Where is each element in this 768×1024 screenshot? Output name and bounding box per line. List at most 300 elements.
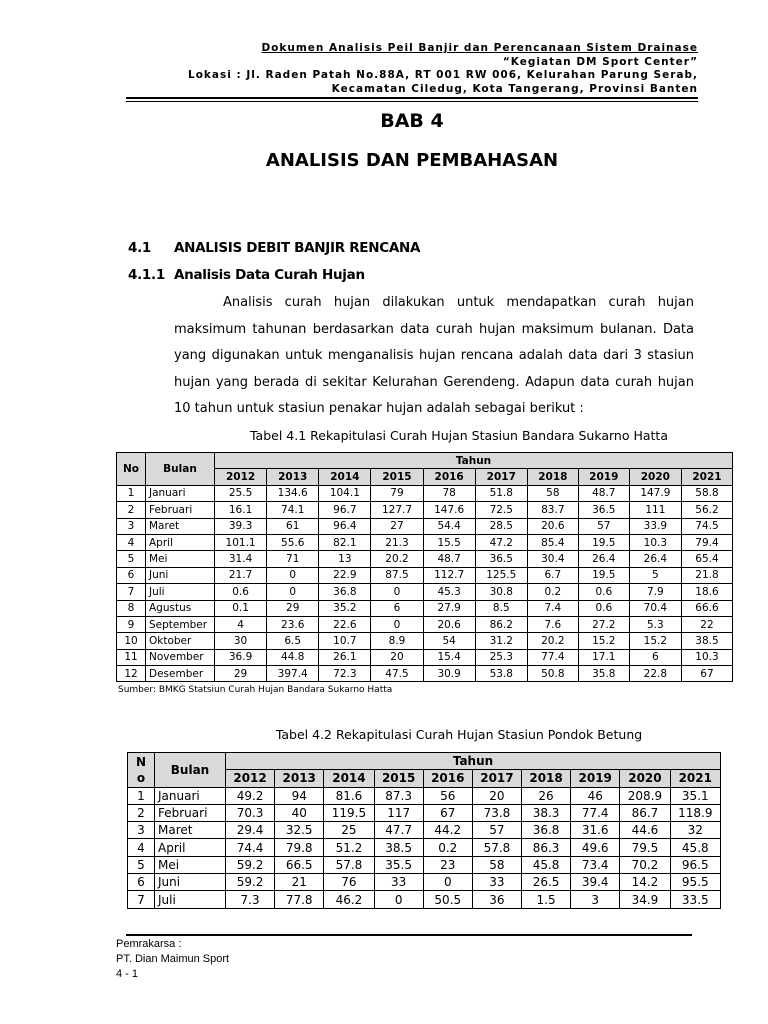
table-row: [117, 485, 733, 501]
rainfall-value: 22.6: [319, 616, 371, 632]
row-number: 12: [117, 666, 146, 682]
rainfall-value: 26.4: [578, 551, 629, 567]
rainfall-value: 70.2: [620, 856, 670, 873]
rainfall-value: 71: [267, 551, 319, 567]
year-header: 2016: [423, 469, 475, 485]
header-rule-thin: [126, 101, 698, 102]
section-title: Analisis Data Curah Hujan: [174, 267, 365, 283]
rainfall-value: 61: [267, 518, 319, 534]
row-number: 9: [117, 616, 146, 632]
rainfall-value: 58.8: [681, 485, 732, 501]
rainfall-value: 10.7: [319, 633, 371, 649]
rainfall-value: 21.3: [371, 534, 423, 550]
footer-company: PT. Dian Maimun Sport: [116, 953, 230, 965]
rainfall-value: 58: [527, 485, 578, 501]
table-row: [128, 891, 721, 908]
footer-label: Pemrakarsa :: [116, 938, 182, 950]
table-row: [117, 567, 733, 583]
rainfall-value: 29: [267, 600, 319, 616]
rainfall-value: 65.4: [681, 551, 732, 567]
section-heading-4-1: [128, 240, 420, 256]
rainfall-value: 72.3: [319, 666, 371, 682]
table-row: [117, 502, 733, 518]
year-header: 2015: [374, 770, 423, 787]
rainfall-value: 0: [267, 584, 319, 600]
chapter-label: BAB 4: [380, 110, 444, 132]
rainfall-table-1: [116, 452, 733, 682]
rainfall-value: 57.8: [324, 856, 374, 873]
rainfall-value: 58: [472, 856, 521, 873]
rainfall-value: 54.4: [423, 518, 475, 534]
rainfall-value: 22: [681, 616, 732, 632]
rainfall-value: 66.6: [681, 600, 732, 616]
rainfall-value: 23.6: [267, 616, 319, 632]
rainfall-value: 36.8: [319, 584, 371, 600]
rainfall-value: 46: [571, 787, 620, 804]
month-cell: Januari: [155, 787, 226, 804]
rainfall-value: 85.4: [527, 534, 578, 550]
header-line-3: Lokasi : Jl. Raden Patah No.88A, RT 001 RW 006, Kelurahan Parung Serab,: [188, 69, 698, 81]
body-paragraph: [174, 290, 694, 423]
rainfall-value: 48.7: [578, 485, 629, 501]
rainfall-value: 147.6: [423, 502, 475, 518]
rainfall-value: 25.3: [475, 649, 527, 665]
rainfall-value: 59.2: [226, 874, 275, 891]
year-header: 2016: [423, 770, 472, 787]
rainfall-value: 15.4: [423, 649, 475, 665]
rainfall-value: 208.9: [620, 787, 670, 804]
rainfall-value: 32: [670, 822, 720, 839]
rainfall-value: 56.2: [681, 502, 732, 518]
chapter-title: ANALISIS DAN PEMBAHASAN: [265, 150, 559, 171]
rainfall-value: 0: [423, 874, 472, 891]
year-header: 2019: [571, 770, 620, 787]
row-number: 1: [128, 787, 155, 804]
year-header: 2018: [522, 770, 571, 787]
rainfall-value: 22.8: [629, 666, 681, 682]
rainfall-value: 86.3: [522, 839, 571, 856]
rainfall-value: 79.4: [681, 534, 732, 550]
rainfall-value: 44.8: [267, 649, 319, 665]
rainfall-value: 21.7: [215, 567, 267, 583]
rainfall-value: 16.1: [215, 502, 267, 518]
rainfall-value: 0.1: [215, 600, 267, 616]
rainfall-value: 26: [522, 787, 571, 804]
rainfall-value: 57.8: [472, 839, 521, 856]
rainfall-value: 27: [371, 518, 423, 534]
year-header: 2012: [215, 469, 267, 485]
rainfall-value: 82.1: [319, 534, 371, 550]
year-header: 2020: [629, 469, 681, 485]
rainfall-value: 35.5: [374, 856, 423, 873]
rainfall-value: 34.9: [620, 891, 670, 908]
rainfall-value: 73.8: [472, 804, 521, 821]
table-row: [128, 804, 721, 821]
col-no-header: N o: [128, 753, 155, 788]
rainfall-value: 67: [423, 804, 472, 821]
rainfall-value: 27.2: [578, 616, 629, 632]
rainfall-value: 33: [472, 874, 521, 891]
year-header: 2014: [324, 770, 374, 787]
month-cell: April: [146, 534, 215, 550]
rainfall-value: 10.3: [629, 534, 681, 550]
row-number: 8: [117, 600, 146, 616]
rainfall-value: 26.1: [319, 649, 371, 665]
year-header: 2021: [681, 469, 732, 485]
rainfall-value: 49.6: [571, 839, 620, 856]
month-cell: Juni: [146, 567, 215, 583]
section-heading-4-1-1: [128, 267, 365, 283]
rainfall-value: 66.5: [275, 856, 324, 873]
rainfall-value: 25: [324, 822, 374, 839]
rainfall-value: 53.8: [475, 666, 527, 682]
rainfall-value: 8.5: [475, 600, 527, 616]
month-cell: Mei: [146, 551, 215, 567]
row-number: 6: [128, 874, 155, 891]
year-header: 2017: [472, 770, 521, 787]
rainfall-value: 74.1: [267, 502, 319, 518]
year-header: 2021: [670, 770, 720, 787]
rainfall-value: 47.2: [475, 534, 527, 550]
rainfall-value: 67: [681, 666, 732, 682]
month-cell: September: [146, 616, 215, 632]
year-header: 2017: [475, 469, 527, 485]
rainfall-value: 104.1: [319, 485, 371, 501]
rainfall-value: 47.5: [371, 666, 423, 682]
rainfall-value: 40: [275, 804, 324, 821]
rainfall-value: 0: [371, 584, 423, 600]
rainfall-value: 45.8: [670, 839, 720, 856]
col-bulan-header: Bulan: [146, 453, 215, 486]
rainfall-value: 26.4: [629, 551, 681, 567]
month-cell: Januari: [146, 485, 215, 501]
table-row: [117, 600, 733, 616]
rainfall-value: 36.8: [522, 822, 571, 839]
rainfall-value: 7.4: [527, 600, 578, 616]
rainfall-value: 20: [371, 649, 423, 665]
rainfall-value: 48.7: [423, 551, 475, 567]
rainfall-value: 36: [472, 891, 521, 908]
table-row: [117, 666, 733, 682]
rainfall-value: 20.2: [371, 551, 423, 567]
rainfall-value: 27.9: [423, 600, 475, 616]
rainfall-value: 86.7: [620, 804, 670, 821]
month-cell: Juni: [155, 874, 226, 891]
rainfall-value: 55.6: [267, 534, 319, 550]
rainfall-value: 38.5: [681, 633, 732, 649]
rainfall-value: 118.9: [670, 804, 720, 821]
section-number: 4.1.1: [128, 267, 165, 283]
rainfall-value: 54: [423, 633, 475, 649]
col-no-header: No: [117, 453, 146, 486]
rainfall-value: 31.6: [571, 822, 620, 839]
rainfall-value: 5: [629, 567, 681, 583]
month-cell: Juli: [155, 891, 226, 908]
rainfall-value: 125.5: [475, 567, 527, 583]
table-row: [117, 534, 733, 550]
rainfall-value: 19.5: [578, 534, 629, 550]
footer-rule: [126, 934, 692, 936]
rainfall-value: 1.5: [522, 891, 571, 908]
rainfall-value: 134.6: [267, 485, 319, 501]
rainfall-value: 4: [215, 616, 267, 632]
rainfall-value: 35.1: [670, 787, 720, 804]
rainfall-value: 57: [472, 822, 521, 839]
rainfall-value: 111: [629, 502, 681, 518]
rainfall-value: 10.3: [681, 649, 732, 665]
table-row: [117, 633, 733, 649]
year-header: 2012: [226, 770, 275, 787]
rainfall-value: 77.8: [275, 891, 324, 908]
rainfall-value: 147.9: [629, 485, 681, 501]
rainfall-value: 78: [423, 485, 475, 501]
rainfall-value: 397.4: [267, 666, 319, 682]
document-header: [118, 42, 698, 96]
table-1-source: Sumber: BMKG Statsiun Curah Hujan Bandara Sukarno Hatta: [118, 685, 393, 695]
rainfall-value: 0.2: [423, 839, 472, 856]
rainfall-value: 6.7: [527, 567, 578, 583]
rainfall-value: 79.5: [620, 839, 670, 856]
rainfall-value: 21: [275, 874, 324, 891]
rainfall-value: 79.8: [275, 839, 324, 856]
col-bulan-header: Bulan: [155, 753, 226, 788]
rainfall-value: 38.5: [374, 839, 423, 856]
rainfall-value: 30.8: [475, 584, 527, 600]
rainfall-value: 96.7: [319, 502, 371, 518]
section-title: ANALISIS DEBIT BANJIR RENCANA: [174, 240, 421, 256]
rainfall-value: 18.6: [681, 584, 732, 600]
rainfall-value: 0.2: [527, 584, 578, 600]
rainfall-value: 5.3: [629, 616, 681, 632]
rainfall-value: 29.4: [226, 822, 275, 839]
rainfall-value: 56: [423, 787, 472, 804]
rainfall-value: 7.9: [629, 584, 681, 600]
rainfall-value: 70.4: [629, 600, 681, 616]
row-number: 2: [117, 502, 146, 518]
rainfall-value: 15.2: [578, 633, 629, 649]
year-header: 2013: [275, 770, 324, 787]
row-number: 5: [128, 856, 155, 873]
header-line-2: “Kegiatan DM Sport Center”: [502, 55, 698, 68]
table-row: [117, 518, 733, 534]
rainfall-value: 20.6: [423, 616, 475, 632]
rainfall-value: 28.5: [475, 518, 527, 534]
rainfall-value: 0.6: [578, 600, 629, 616]
month-cell: April: [155, 839, 226, 856]
rainfall-value: 45.3: [423, 584, 475, 600]
row-number: 7: [128, 891, 155, 908]
rainfall-value: 77.4: [571, 804, 620, 821]
row-number: 4: [117, 534, 146, 550]
rainfall-value: 22.9: [319, 567, 371, 583]
row-number: 7: [117, 584, 146, 600]
rainfall-value: 96.5: [670, 856, 720, 873]
col-tahun-header: Tahun: [226, 753, 721, 770]
rainfall-value: 127.7: [371, 502, 423, 518]
rainfall-value: 117: [374, 804, 423, 821]
rainfall-value: 26.5: [522, 874, 571, 891]
month-cell: November: [146, 649, 215, 665]
rainfall-value: 29: [215, 666, 267, 682]
row-number: 5: [117, 551, 146, 567]
rainfall-value: 35.8: [578, 666, 629, 682]
rainfall-value: 101.1: [215, 534, 267, 550]
rainfall-value: 33.5: [670, 891, 720, 908]
rainfall-value: 0.6: [215, 584, 267, 600]
rainfall-value: 6.5: [267, 633, 319, 649]
rainfall-value: 6: [629, 649, 681, 665]
table-row: [117, 649, 733, 665]
table-2-caption: Tabel 4.2 Rekapitulasi Curah Hujan Stasiun Pondok Betung: [275, 727, 643, 742]
rainfall-value: 8.9: [371, 633, 423, 649]
rainfall-table-2: [127, 752, 721, 909]
month-cell: Maret: [146, 518, 215, 534]
table-row: [117, 616, 733, 632]
month-cell: Juli: [146, 584, 215, 600]
rainfall-value: 77.4: [527, 649, 578, 665]
rainfall-value: 83.7: [527, 502, 578, 518]
rainfall-value: 20: [472, 787, 521, 804]
rainfall-value: 47.7: [374, 822, 423, 839]
rainfall-value: 33.9: [629, 518, 681, 534]
row-number: 10: [117, 633, 146, 649]
rainfall-value: 0: [371, 616, 423, 632]
row-number: 2: [128, 804, 155, 821]
rainfall-value: 96.4: [319, 518, 371, 534]
year-header: 2020: [620, 770, 670, 787]
rainfall-value: 72.5: [475, 502, 527, 518]
rainfall-value: 30: [215, 633, 267, 649]
header-rule: [126, 97, 698, 99]
rainfall-value: 73.4: [571, 856, 620, 873]
table-row: [128, 839, 721, 856]
rainfall-value: 25.5: [215, 485, 267, 501]
col-tahun-header: Tahun: [215, 453, 733, 469]
rainfall-value: 95.5: [670, 874, 720, 891]
month-cell: Februari: [146, 502, 215, 518]
page-number: 4 - 1: [116, 968, 139, 980]
row-number: 1: [117, 485, 146, 501]
table-row: [117, 584, 733, 600]
rainfall-value: 30.9: [423, 666, 475, 682]
month-cell: Oktober: [146, 633, 215, 649]
rainfall-value: 46.2: [324, 891, 374, 908]
year-header: 2013: [267, 469, 319, 485]
paragraph-text: Analisis curah hujan dilakukan untuk mendapatkan curah hujan maksimum tahunan berdasarkan data curah hujan maksimum bulanan. Data yang digunakan untuk menganalisis hujan rencana adalah data dari 3 stasiun hujan yang berada di sekitar Kelurahan Gerendeng. Adapun data curah hujan 10 tahun untuk stasiun penakar hujan adalah sebagai berikut :: [174, 295, 694, 416]
year-header: 2015: [371, 469, 423, 485]
month-cell: Desember: [146, 666, 215, 682]
rainfall-value: 76: [324, 874, 374, 891]
rainfall-value: 36.5: [578, 502, 629, 518]
rainfall-value: 31.4: [215, 551, 267, 567]
year-header: 2014: [319, 469, 371, 485]
rainfall-value: 15.5: [423, 534, 475, 550]
rainfall-value: 44.2: [423, 822, 472, 839]
rainfall-value: 74.4: [226, 839, 275, 856]
table-row: [117, 551, 733, 567]
rainfall-value: 59.2: [226, 856, 275, 873]
table-row: [128, 822, 721, 839]
rainfall-value: 49.2: [226, 787, 275, 804]
rainfall-value: 7.3: [226, 891, 275, 908]
table-1-caption: Tabel 4.1 Rekapitulasi Curah Hujan Stasiun Bandara Sukarno Hatta: [249, 428, 668, 443]
document-footer: [116, 937, 229, 982]
table-row: [128, 874, 721, 891]
rainfall-value: 14.2: [620, 874, 670, 891]
rainfall-value: 7.6: [527, 616, 578, 632]
rainfall-value: 33: [374, 874, 423, 891]
rainfall-value: 81.6: [324, 787, 374, 804]
month-cell: Maret: [155, 822, 226, 839]
rainfall-value: 94: [275, 787, 324, 804]
rainfall-value: 86.2: [475, 616, 527, 632]
rainfall-value: 51.8: [475, 485, 527, 501]
rainfall-value: 15.2: [629, 633, 681, 649]
rainfall-value: 0: [267, 567, 319, 583]
rainfall-value: 51.2: [324, 839, 374, 856]
rainfall-value: 35.2: [319, 600, 371, 616]
rainfall-value: 21.8: [681, 567, 732, 583]
year-header: 2018: [527, 469, 578, 485]
rainfall-value: 17.1: [578, 649, 629, 665]
table-row: [128, 856, 721, 873]
rainfall-value: 57: [578, 518, 629, 534]
section-number: 4.1: [128, 240, 152, 256]
rainfall-value: 23: [423, 856, 472, 873]
rainfall-value: 32.5: [275, 822, 324, 839]
month-cell: Mei: [155, 856, 226, 873]
rainfall-value: 39.4: [571, 874, 620, 891]
rainfall-value: 36.9: [215, 649, 267, 665]
rainfall-value: 3: [571, 891, 620, 908]
rainfall-value: 79: [371, 485, 423, 501]
rainfall-value: 19.5: [578, 567, 629, 583]
table-row: [128, 787, 721, 804]
rainfall-value: 44.6: [620, 822, 670, 839]
header-line-1: Dokumen Analisis Peil Banjir dan Perencanaan Sistem Drainase: [261, 42, 698, 54]
rainfall-value: 50.8: [527, 666, 578, 682]
rainfall-value: 39.3: [215, 518, 267, 534]
rainfall-value: 50.5: [423, 891, 472, 908]
year-header: 2019: [578, 469, 629, 485]
row-number: 6: [117, 567, 146, 583]
row-number: 4: [128, 839, 155, 856]
rainfall-value: 38.3: [522, 804, 571, 821]
rainfall-value: 13: [319, 551, 371, 567]
month-cell: Agustus: [146, 600, 215, 616]
rainfall-value: 112.7: [423, 567, 475, 583]
rainfall-value: 36.5: [475, 551, 527, 567]
rainfall-value: 119.5: [324, 804, 374, 821]
rainfall-value: 20.6: [527, 518, 578, 534]
rainfall-value: 87.3: [374, 787, 423, 804]
month-cell: Februari: [155, 804, 226, 821]
rainfall-value: 30.4: [527, 551, 578, 567]
row-number: 3: [117, 518, 146, 534]
rainfall-value: 0: [374, 891, 423, 908]
rainfall-value: 45.8: [522, 856, 571, 873]
row-number: 3: [128, 822, 155, 839]
header-line-4: Kecamatan Ciledug, Kota Tangerang, Provinsi Banten: [331, 82, 698, 95]
rainfall-value: 6: [371, 600, 423, 616]
rainfall-value: 31.2: [475, 633, 527, 649]
rainfall-value: 87.5: [371, 567, 423, 583]
row-number: 11: [117, 649, 146, 665]
rainfall-value: 20.2: [527, 633, 578, 649]
rainfall-value: 74.5: [681, 518, 732, 534]
rainfall-value: 70.3: [226, 804, 275, 821]
rainfall-value: 0.6: [578, 584, 629, 600]
